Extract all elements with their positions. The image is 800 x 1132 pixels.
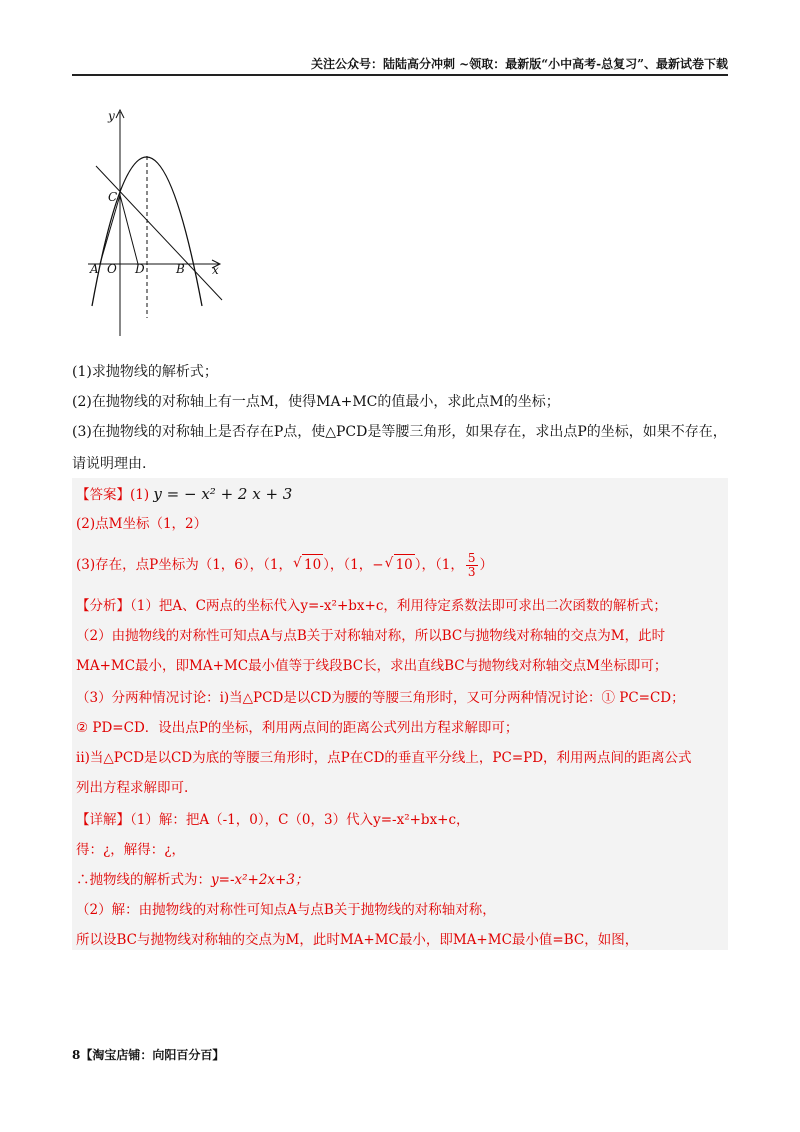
answer-line-1 [76,484,292,505]
label-x: x [212,263,219,277]
answer-2: (2)点M坐标（1，2） [76,516,208,532]
analysis-line-2: （2）由抛物线的对称性可知点A与点B关于对称轴对称，所以BC与抛物线对称轴的交点为M，此时 [76,628,666,644]
line-cd [120,195,138,264]
detail-line-3 [76,870,308,890]
answer-3-sqrt-1: √ 10 [302,554,323,575]
page-footer: 8【淘宝店铺：向阳百分百】 [72,1048,225,1062]
detail-tag: 【详解】 [76,812,130,828]
analysis-line-1 [76,596,667,616]
page-header: 关注公众号：陆陆高分冲刺 ~领取：最新版“小中高考-总复习”、最新试卷下载 [72,56,728,76]
answer-line-3 [76,552,493,579]
answer-3-mid-2: ），（1， [414,557,464,573]
answer-3-mid-1: ），（1，− [323,557,384,573]
answer-tag: 【答案】 [76,487,130,503]
fraction-denominator: 3 [467,565,476,579]
detail-line-2: 得：¿，解得：¿， [76,842,185,858]
analysis-line-5: ② PD=CD．设出点P的坐标，利用两点间的距离公式列出方程求解即可； [76,720,519,736]
detail-text-3: ∴抛物线的解析式为： [76,872,211,888]
answer-1-formula: y = − x² + 2 x + 3 [153,485,293,503]
analysis-tag: 【分析】 [76,598,130,614]
label-o: O [107,262,117,276]
detail-text-1: （1）解：把A（-1，0），C（0，3）代入y=-x²+bx+c， [130,812,470,828]
detail-line-4: （2）解：由抛物线的对称性可知点A与点B关于抛物线的对称轴对称， [76,902,496,918]
analysis-line-7: 列出方程求解即可. [76,780,189,796]
line-bc [96,166,222,300]
line-ca [100,195,120,264]
analysis-line-3: MA+MC最小，即MA+MC最小值等于线段BC长，求出直线BC与抛物线对称轴交点M坐标即可； [76,658,668,674]
answer-1-label: (1) [130,487,150,503]
detail-formula: y=-x²+2x+3； [211,872,309,888]
label-d: D [135,262,145,276]
analysis-line-4: （3）分两种情况讨论：i)当△PCD是以CD为腰的等腰三角形时，又可分两种情况讨论：① PC=CD； [76,690,685,706]
detail-line-5: 所以设BC与抛物线对称轴的交点为M，此时MA+MC最小，即MA+MC最小值=BC，如图， [76,932,639,948]
question-1: (1)求抛物线的解析式； [72,364,218,380]
label-y: y [108,109,115,123]
question-2: (2)在抛物线的对称轴上有一点M，使得MA+MC的值最小，求此点M的坐标； [72,394,560,410]
detail-line-1 [76,810,470,830]
analysis-text-1: （1）把A、C两点的坐标代入y=-x²+bx+c，利用待定系数法即可求出二次函数的解析式； [130,598,667,614]
fraction-numerator: 5 [467,551,476,565]
answer-3-fraction [466,552,478,579]
analysis-line-6: ii)当△PCD是以CD为底的等腰三角形时，点P在CD的垂直平分线上，PC=PD，利用两点间的距离公式 [76,750,692,766]
question-3: (3)在抛物线的对称轴上是否存在P点，使△PCD是等腰三角形，如果存在，求出点P的坐标，如果不存在， [72,424,727,440]
answer-3-prefix: (3)存在，点P坐标为（1，6），（1， [76,557,292,573]
label-a: A [90,262,99,276]
answer-3-end: ） [479,557,493,573]
label-c: C [108,190,118,204]
answer-3-sqrt-2: √ 10 [394,554,415,575]
label-b: B [176,262,185,276]
question-3-cont: 请说明理由. [72,456,147,472]
parabola-figure [84,104,234,344]
